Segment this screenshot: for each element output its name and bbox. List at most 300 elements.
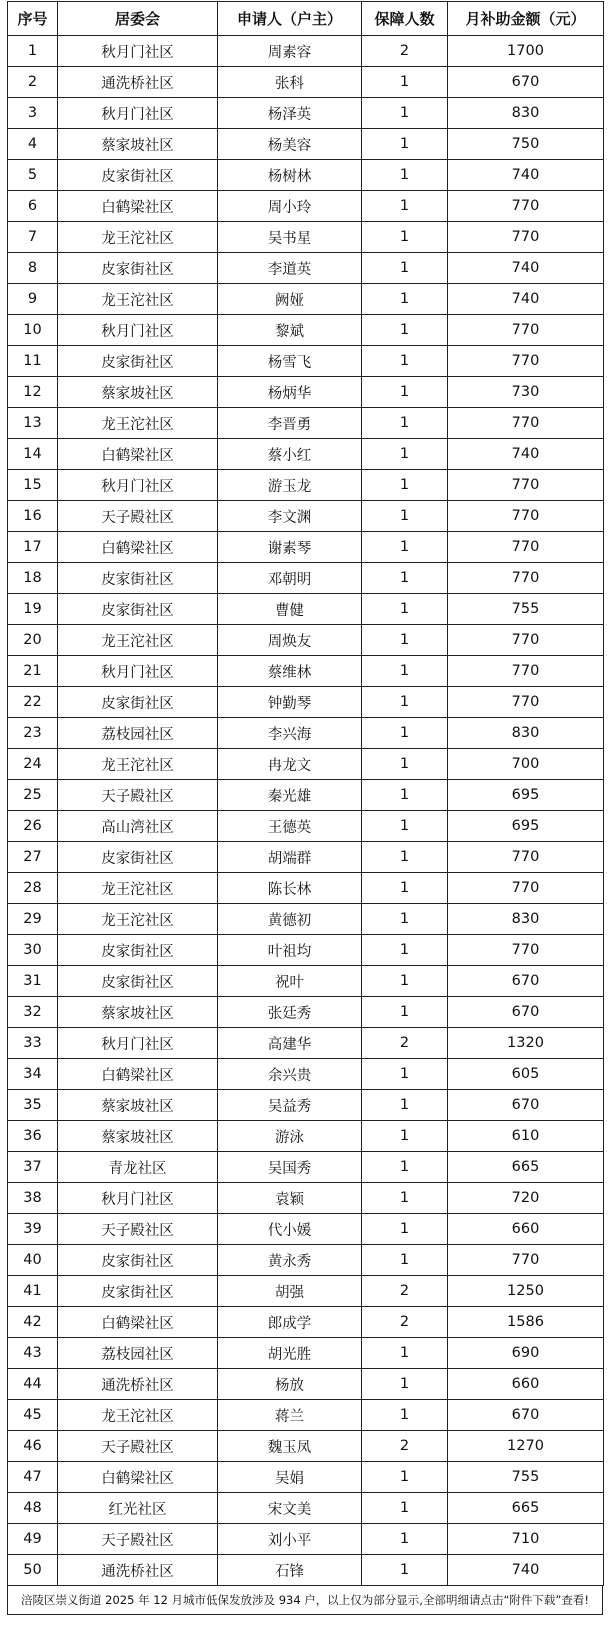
cell-monthly-amount: 830: [448, 98, 604, 129]
cell-serial: 6: [8, 191, 58, 222]
cell-covered-persons: 1: [362, 1152, 448, 1183]
cell-serial: 27: [8, 842, 58, 873]
table-row: [8, 98, 604, 129]
cell-monthly-amount: 1700: [448, 36, 604, 67]
cell-serial: 1: [8, 36, 58, 67]
cell-applicant: 吴国秀: [218, 1152, 362, 1183]
cell-applicant: 祝叶: [218, 966, 362, 997]
table-row: [8, 222, 604, 253]
cell-covered-persons: 1: [362, 532, 448, 563]
table-row: [8, 997, 604, 1028]
cell-monthly-amount: 1586: [448, 1307, 604, 1338]
cell-committee: 皮家街社区: [58, 563, 218, 594]
cell-covered-persons: 1: [362, 1400, 448, 1431]
cell-committee: 白鹤梁社区: [58, 1307, 218, 1338]
table-row: [8, 191, 604, 222]
cell-applicant: 阙娅: [218, 284, 362, 315]
cell-monthly-amount: 670: [448, 1400, 604, 1431]
cell-monthly-amount: 670: [448, 966, 604, 997]
cell-covered-persons: 1: [362, 749, 448, 780]
cell-serial: 31: [8, 966, 58, 997]
cell-monthly-amount: 670: [448, 1090, 604, 1121]
cell-committee: 皮家街社区: [58, 842, 218, 873]
cell-committee: 龙王沱社区: [58, 625, 218, 656]
cell-monthly-amount: 660: [448, 1369, 604, 1400]
cell-committee: 天子殿社区: [58, 501, 218, 532]
cell-monthly-amount: 605: [448, 1059, 604, 1090]
cell-serial: 7: [8, 222, 58, 253]
cell-committee: 白鹤梁社区: [58, 532, 218, 563]
cell-covered-persons: 1: [362, 625, 448, 656]
cell-covered-persons: 1: [362, 1059, 448, 1090]
cell-monthly-amount: 1270: [448, 1431, 604, 1462]
table-row: [8, 749, 604, 780]
cell-committee: 白鹤梁社区: [58, 439, 218, 470]
table-row: [8, 1214, 604, 1245]
cell-monthly-amount: 770: [448, 563, 604, 594]
cell-applicant: 杨美容: [218, 129, 362, 160]
cell-committee: 荔枝园社区: [58, 718, 218, 749]
cell-covered-persons: 1: [362, 1214, 448, 1245]
cell-committee: 蔡家坡社区: [58, 1090, 218, 1121]
cell-applicant: 周小玲: [218, 191, 362, 222]
cell-applicant: 胡强: [218, 1276, 362, 1307]
cell-monthly-amount: 755: [448, 1462, 604, 1493]
cell-applicant: 黄德初: [218, 904, 362, 935]
cell-covered-persons: 1: [362, 98, 448, 129]
cell-covered-persons: 1: [362, 129, 448, 160]
cell-monthly-amount: 720: [448, 1183, 604, 1214]
cell-committee: 皮家街社区: [58, 346, 218, 377]
cell-committee: 天子殿社区: [58, 1431, 218, 1462]
cell-monthly-amount: 770: [448, 470, 604, 501]
cell-covered-persons: 2: [362, 1307, 448, 1338]
table-row: [8, 1307, 604, 1338]
cell-monthly-amount: 770: [448, 842, 604, 873]
cell-monthly-amount: 740: [448, 1555, 604, 1586]
cell-covered-persons: 1: [362, 966, 448, 997]
cell-covered-persons: 1: [362, 346, 448, 377]
cell-covered-persons: 1: [362, 1524, 448, 1555]
table-row: [8, 780, 604, 811]
cell-monthly-amount: 770: [448, 346, 604, 377]
cell-applicant: 杨放: [218, 1369, 362, 1400]
cell-monthly-amount: 770: [448, 873, 604, 904]
header-serial: 序号: [8, 2, 58, 36]
cell-monthly-amount: 665: [448, 1152, 604, 1183]
table-row: [8, 1245, 604, 1276]
cell-applicant: 周焕友: [218, 625, 362, 656]
cell-committee: 高山湾社区: [58, 811, 218, 842]
cell-monthly-amount: 755: [448, 594, 604, 625]
cell-covered-persons: 1: [362, 377, 448, 408]
table-row: [8, 470, 604, 501]
header-row: [8, 2, 604, 36]
cell-monthly-amount: 740: [448, 253, 604, 284]
cell-covered-persons: 1: [362, 842, 448, 873]
cell-monthly-amount: 770: [448, 315, 604, 346]
cell-monthly-amount: 710: [448, 1524, 604, 1555]
cell-serial: 41: [8, 1276, 58, 1307]
cell-serial: 10: [8, 315, 58, 346]
table-row: [8, 1183, 604, 1214]
cell-monthly-amount: 750: [448, 129, 604, 160]
cell-covered-persons: 1: [362, 1245, 448, 1276]
cell-committee: 青龙社区: [58, 1152, 218, 1183]
cell-applicant: 周素容: [218, 36, 362, 67]
cell-committee: 白鹤梁社区: [58, 191, 218, 222]
table-row: [8, 1152, 604, 1183]
cell-committee: 龙王沱社区: [58, 873, 218, 904]
table-row: [8, 935, 604, 966]
cell-serial: 35: [8, 1090, 58, 1121]
cell-committee: 秋月门社区: [58, 98, 218, 129]
cell-serial: 16: [8, 501, 58, 532]
cell-applicant: 蔡维林: [218, 656, 362, 687]
cell-monthly-amount: 740: [448, 160, 604, 191]
cell-covered-persons: 1: [362, 1462, 448, 1493]
cell-applicant: 王德英: [218, 811, 362, 842]
table-row: [8, 67, 604, 98]
cell-monthly-amount: 695: [448, 780, 604, 811]
cell-monthly-amount: 770: [448, 191, 604, 222]
cell-serial: 42: [8, 1307, 58, 1338]
cell-applicant: 李道英: [218, 253, 362, 284]
cell-serial: 38: [8, 1183, 58, 1214]
page: [7, 1, 603, 1615]
cell-applicant: 叶祖均: [218, 935, 362, 966]
cell-committee: 天子殿社区: [58, 780, 218, 811]
cell-serial: 12: [8, 377, 58, 408]
cell-serial: 49: [8, 1524, 58, 1555]
table-row: [8, 501, 604, 532]
table-row: [8, 377, 604, 408]
cell-serial: 47: [8, 1462, 58, 1493]
cell-monthly-amount: 730: [448, 377, 604, 408]
cell-covered-persons: 1: [362, 780, 448, 811]
cell-covered-persons: 1: [362, 935, 448, 966]
cell-committee: 皮家街社区: [58, 1276, 218, 1307]
cell-covered-persons: 1: [362, 594, 448, 625]
cell-monthly-amount: 670: [448, 997, 604, 1028]
cell-monthly-amount: 665: [448, 1493, 604, 1524]
footer-note: 涪陵区崇义街道 2025 年 12 月城市低保发放涉及 934 户，以上仅为部分显示,全部明细请点击“附件下载”查看!: [7, 1586, 603, 1615]
cell-serial: 39: [8, 1214, 58, 1245]
cell-monthly-amount: 610: [448, 1121, 604, 1152]
cell-applicant: 代小媛: [218, 1214, 362, 1245]
table-row: [8, 1369, 604, 1400]
cell-serial: 19: [8, 594, 58, 625]
cell-applicant: 余兴贵: [218, 1059, 362, 1090]
cell-monthly-amount: 770: [448, 935, 604, 966]
table-row: [8, 687, 604, 718]
cell-applicant: 游泳: [218, 1121, 362, 1152]
cell-committee: 龙王沱社区: [58, 904, 218, 935]
table-row: [8, 1555, 604, 1586]
cell-committee: 皮家街社区: [58, 687, 218, 718]
table-row: [8, 1090, 604, 1121]
cell-serial: 36: [8, 1121, 58, 1152]
cell-covered-persons: 1: [362, 656, 448, 687]
cell-serial: 33: [8, 1028, 58, 1059]
cell-serial: 50: [8, 1555, 58, 1586]
table-row: [8, 284, 604, 315]
cell-serial: 24: [8, 749, 58, 780]
cell-monthly-amount: 690: [448, 1338, 604, 1369]
cell-applicant: 宋文美: [218, 1493, 362, 1524]
table-header: [8, 2, 604, 36]
cell-applicant: 李晋勇: [218, 408, 362, 439]
table-row: [8, 1338, 604, 1369]
cell-serial: 32: [8, 997, 58, 1028]
table-row: [8, 966, 604, 997]
cell-committee: 红光社区: [58, 1493, 218, 1524]
cell-covered-persons: 1: [362, 284, 448, 315]
cell-serial: 2: [8, 67, 58, 98]
header-committee: 居委会: [58, 2, 218, 36]
cell-covered-persons: 1: [362, 222, 448, 253]
cell-covered-persons: 1: [362, 811, 448, 842]
cell-monthly-amount: 770: [448, 656, 604, 687]
cell-monthly-amount: 660: [448, 1214, 604, 1245]
table-row: [8, 1121, 604, 1152]
cell-serial: 8: [8, 253, 58, 284]
cell-monthly-amount: 770: [448, 501, 604, 532]
cell-covered-persons: 2: [362, 1431, 448, 1462]
cell-applicant: 刘小平: [218, 1524, 362, 1555]
cell-committee: 秋月门社区: [58, 36, 218, 67]
cell-covered-persons: 1: [362, 1369, 448, 1400]
cell-applicant: 秦光雄: [218, 780, 362, 811]
cell-applicant: 郎成学: [218, 1307, 362, 1338]
cell-monthly-amount: 740: [448, 284, 604, 315]
table-row: [8, 718, 604, 749]
cell-monthly-amount: 830: [448, 904, 604, 935]
cell-covered-persons: 1: [362, 1183, 448, 1214]
cell-serial: 25: [8, 780, 58, 811]
cell-covered-persons: 1: [362, 563, 448, 594]
cell-applicant: 吴书星: [218, 222, 362, 253]
cell-covered-persons: 1: [362, 67, 448, 98]
cell-covered-persons: 1: [362, 501, 448, 532]
cell-applicant: 蒋兰: [218, 1400, 362, 1431]
table-row: [8, 1400, 604, 1431]
cell-applicant: 袁颖: [218, 1183, 362, 1214]
table-row: [8, 36, 604, 67]
cell-applicant: 杨树林: [218, 160, 362, 191]
cell-covered-persons: 1: [362, 1338, 448, 1369]
cell-serial: 18: [8, 563, 58, 594]
cell-committee: 皮家街社区: [58, 160, 218, 191]
table-row: [8, 1028, 604, 1059]
table-row: [8, 346, 604, 377]
cell-covered-persons: 1: [362, 904, 448, 935]
cell-monthly-amount: 695: [448, 811, 604, 842]
table-row: [8, 1524, 604, 1555]
cell-committee: 蔡家坡社区: [58, 129, 218, 160]
table-row: [8, 439, 604, 470]
table-row: [8, 1276, 604, 1307]
cell-applicant: 高建华: [218, 1028, 362, 1059]
header-covered-persons: 保障人数: [362, 2, 448, 36]
cell-serial: 48: [8, 1493, 58, 1524]
cell-serial: 14: [8, 439, 58, 470]
cell-applicant: 钟勤琴: [218, 687, 362, 718]
cell-covered-persons: 1: [362, 873, 448, 904]
cell-serial: 3: [8, 98, 58, 129]
cell-covered-persons: 1: [362, 439, 448, 470]
cell-committee: 秋月门社区: [58, 315, 218, 346]
table-row: [8, 1493, 604, 1524]
cell-committee: 龙王沱社区: [58, 1400, 218, 1431]
cell-applicant: 曹健: [218, 594, 362, 625]
cell-serial: 21: [8, 656, 58, 687]
cell-committee: 龙王沱社区: [58, 749, 218, 780]
cell-applicant: 陈长林: [218, 873, 362, 904]
cell-covered-persons: 2: [362, 36, 448, 67]
cell-committee: 秋月门社区: [58, 1028, 218, 1059]
cell-committee: 蔡家坡社区: [58, 1121, 218, 1152]
table-row: [8, 315, 604, 346]
cell-serial: 30: [8, 935, 58, 966]
cell-serial: 22: [8, 687, 58, 718]
cell-applicant: 黎斌: [218, 315, 362, 346]
cell-committee: 通洗桥社区: [58, 1555, 218, 1586]
cell-applicant: 魏玉凤: [218, 1431, 362, 1462]
cell-covered-persons: 1: [362, 1493, 448, 1524]
cell-serial: 26: [8, 811, 58, 842]
cell-committee: 皮家街社区: [58, 935, 218, 966]
cell-serial: 5: [8, 160, 58, 191]
cell-committee: 秋月门社区: [58, 656, 218, 687]
cell-applicant: 石锋: [218, 1555, 362, 1586]
cell-serial: 11: [8, 346, 58, 377]
cell-applicant: 胡端群: [218, 842, 362, 873]
cell-committee: 皮家街社区: [58, 1245, 218, 1276]
cell-monthly-amount: 1250: [448, 1276, 604, 1307]
cell-committee: 龙王沱社区: [58, 284, 218, 315]
cell-covered-persons: 1: [362, 253, 448, 284]
cell-serial: 23: [8, 718, 58, 749]
cell-serial: 13: [8, 408, 58, 439]
header-monthly-amount: 月补助金额（元）: [448, 2, 604, 36]
cell-applicant: 张廷秀: [218, 997, 362, 1028]
cell-committee: 皮家街社区: [58, 594, 218, 625]
header-applicant: 申请人（户主）: [218, 2, 362, 36]
cell-covered-persons: 1: [362, 1555, 448, 1586]
table-row: [8, 811, 604, 842]
cell-serial: 9: [8, 284, 58, 315]
cell-serial: 28: [8, 873, 58, 904]
cell-monthly-amount: 770: [448, 532, 604, 563]
cell-monthly-amount: 740: [448, 439, 604, 470]
cell-committee: 皮家街社区: [58, 966, 218, 997]
cell-serial: 46: [8, 1431, 58, 1462]
cell-monthly-amount: 770: [448, 222, 604, 253]
cell-monthly-amount: 830: [448, 718, 604, 749]
cell-covered-persons: 1: [362, 997, 448, 1028]
cell-monthly-amount: 770: [448, 687, 604, 718]
cell-committee: 龙王沱社区: [58, 408, 218, 439]
cell-serial: 44: [8, 1369, 58, 1400]
cell-serial: 34: [8, 1059, 58, 1090]
table-row: [8, 1462, 604, 1493]
cell-covered-persons: 1: [362, 1121, 448, 1152]
cell-applicant: 邓朝明: [218, 563, 362, 594]
cell-applicant: 谢素琴: [218, 532, 362, 563]
cell-committee: 龙王沱社区: [58, 222, 218, 253]
cell-committee: 天子殿社区: [58, 1214, 218, 1245]
cell-serial: 4: [8, 129, 58, 160]
cell-covered-persons: 1: [362, 687, 448, 718]
cell-applicant: 蔡小红: [218, 439, 362, 470]
cell-applicant: 杨泽英: [218, 98, 362, 129]
cell-committee: 秋月门社区: [58, 1183, 218, 1214]
cell-covered-persons: 1: [362, 191, 448, 222]
cell-covered-persons: 1: [362, 1090, 448, 1121]
table-row: [8, 1431, 604, 1462]
cell-serial: 20: [8, 625, 58, 656]
cell-applicant: 李文渊: [218, 501, 362, 532]
table-row: [8, 129, 604, 160]
table-row: [8, 532, 604, 563]
cell-committee: 白鹤梁社区: [58, 1059, 218, 1090]
cell-committee: 蔡家坡社区: [58, 997, 218, 1028]
cell-monthly-amount: 670: [448, 67, 604, 98]
table-row: [8, 160, 604, 191]
table-row: [8, 563, 604, 594]
cell-covered-persons: 2: [362, 1276, 448, 1307]
table-row: [8, 1059, 604, 1090]
cell-committee: 通洗桥社区: [58, 67, 218, 98]
cell-serial: 17: [8, 532, 58, 563]
cell-applicant: 游玉龙: [218, 470, 362, 501]
cell-applicant: 杨炳华: [218, 377, 362, 408]
cell-serial: 37: [8, 1152, 58, 1183]
cell-committee: 荔枝园社区: [58, 1338, 218, 1369]
cell-committee: 秋月门社区: [58, 470, 218, 501]
cell-monthly-amount: 700: [448, 749, 604, 780]
cell-serial: 45: [8, 1400, 58, 1431]
cell-serial: 15: [8, 470, 58, 501]
cell-applicant: 冉龙文: [218, 749, 362, 780]
cell-monthly-amount: 1320: [448, 1028, 604, 1059]
cell-committee: 通洗桥社区: [58, 1369, 218, 1400]
cell-monthly-amount: 770: [448, 625, 604, 656]
table-row: [8, 594, 604, 625]
table-row: [8, 904, 604, 935]
cell-applicant: 张科: [218, 67, 362, 98]
cell-committee: 皮家街社区: [58, 253, 218, 284]
cell-covered-persons: 1: [362, 315, 448, 346]
cell-serial: 40: [8, 1245, 58, 1276]
cell-covered-persons: 1: [362, 160, 448, 191]
table-body: [8, 36, 604, 1586]
cell-committee: 天子殿社区: [58, 1524, 218, 1555]
cell-applicant: 杨雪飞: [218, 346, 362, 377]
cell-applicant: 李兴海: [218, 718, 362, 749]
cell-committee: 白鹤梁社区: [58, 1462, 218, 1493]
table-row: [8, 625, 604, 656]
cell-covered-persons: 1: [362, 470, 448, 501]
cell-monthly-amount: 770: [448, 1245, 604, 1276]
table-row: [8, 873, 604, 904]
cell-covered-persons: 2: [362, 1028, 448, 1059]
cell-applicant: 黄永秀: [218, 1245, 362, 1276]
cell-committee: 蔡家坡社区: [58, 377, 218, 408]
cell-applicant: 胡光胜: [218, 1338, 362, 1369]
table-row: [8, 656, 604, 687]
